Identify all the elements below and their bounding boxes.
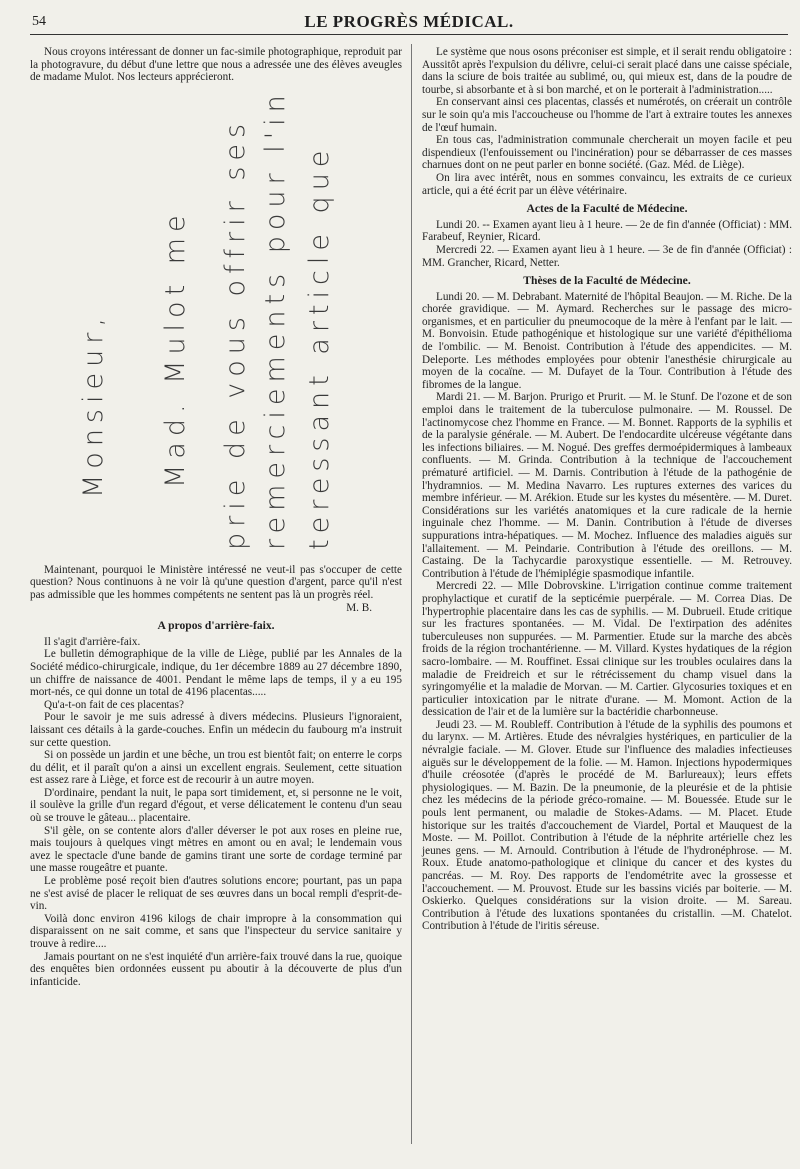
handwriting-line: remerciements pour l'in: [260, 89, 291, 550]
actes-entry: Mercredi 22. — Examen ayant lieu à 1 heure. — 3e de fin d'année (Officiat) : MM. Grancher, Ricard, Netter.: [422, 243, 792, 269]
handwriting-line: Monsieur,: [78, 311, 109, 498]
theses-day: Mercredi 22. — Mlle Dobrovskine. L'irrigation continue comme traitement prophylactique et curatif de la septicémie puerpérale. — M. Correa Dias. De l'hypertrophie placentaire dans les cas de syphilis. — M. Dubrueil. Etude critique sur les fractures spontanées. — M. Vidal. De l'extirpation des adénites tuberculeuses non suppurées. — M. Parmentier. Etude sur la marche des abcès froids de la région trochantérienne. — M. Villard. Kystes hydatiques de la région sacro-lombaire. — M. Rouffinet. Essai clinique sur les troubles oculaires dans la maladie de Freidreich et sur le rétrécissement du champ visuel dans la syringomyélie et la maladie de Morvan. — M. Cartier. Glycosuries toxiques et en particulier intoxication par le nitrate d'urane. — M. Momont. Action de la dessication de l'air et de la lumière sur la bactéridie charbonneuse.: [422, 580, 792, 719]
handwritten-facsimile: [30, 88, 402, 558]
right-column: [422, 46, 792, 933]
handwriting-line: Mad. Mulot me: [160, 209, 191, 488]
paragraph: En conservant ainsi ces placentas, classés et numérotés, on créerait un contrôle sur le soin qu'a mis l'accoucheuse ou l'homme de l'art à extraire toutes les annexes de l'œuf humain.: [422, 96, 792, 134]
paragraph: Le problème posé reçoit bien d'autres solutions encore; pourtant, pas un papa ne s'est avisé de placer le reliquat de ses œuvres dans un bocal rempli d'esprit-de-vin.: [30, 875, 402, 913]
paragraph: En tous cas, l'administration communale chercherait un moyen facile et peu dispendieux (l'enfouissement ou l'incinération) pour se débarrasser de ces masses charnues dont on ne peut parler en bonne société. (Gaz. Méd. de Liège).: [422, 134, 792, 172]
signature: M. B.: [346, 601, 372, 614]
paragraph: D'ordinaire, pendant la nuit, le papa sort timidement, et, si personne ne le voit, il soulève la grille d'un regard d'égout, et verse délicatement le contenu d'un seau où se trouve le gâteau... placentaire.: [30, 786, 402, 825]
actes-title: Actes de la Faculté de Médecine.: [526, 202, 688, 216]
handwriting-line: teressant article que: [304, 144, 335, 550]
theses-day: Lundi 20. — M. Debrabant. Maternité de l'hôpital Beaujon. — M. Riche. De la chorée gravidique. — M. Aymard. Recherches sur le passage des micro-organismes, et en particulier du pneumocoque de la mère à l'enfant par le lait. — M. Bonvoisin. Etude pathogénique et histologique sur une variété d'épithélioma de l'ombilic. — M. Benoist. Contribution à l'étude des appendicites. — M. Deleporte. Les méthodes employées pour obtenir l'anesthésie chirurgicale au moyen de la cocaïne. — M. Dufayet de la Tour. Contribution à l'étude des fibromes de la langue.: [422, 290, 792, 391]
facsimile-intro: Nous croyons intéressant de donner un fac-simile photographique, reproduit par la photogravure, du début d'une lettre que nous a adressée une des élèves aveugles de madame Mulot. Nos lecteurs apprécieront.: [30, 46, 402, 84]
journal-title: LE PROGRÈS MÉDICAL.: [304, 12, 514, 31]
page-header: [30, 8, 788, 35]
left-column: [30, 46, 402, 988]
paragraph: Jamais pourtant on ne s'est inquiété d'un arrière-faix trouvé dans la rue, quoique des enquêtes bien ordonnées eussent pu aboutir à la découverte de plus d'un infanticide.: [30, 950, 402, 988]
actes-entry: Lundi 20. -- Examen ayant lieu à 1 heure. — 2e de fin d'année (Officiat) : MM. Farabeuf, Reynier, Ricard.: [422, 218, 792, 244]
after-facsimile-paragraph: Maintenant, pourquoi le Ministère intéressé ne veut-il pas s'occuper de cette question? Nous continuons à ne voir là qu'une question d'argent, parce qu'il n'est pas admissible que les hommes compétents ne sentent pas là un progrès réel.: [30, 563, 402, 601]
paragraph: Qu'a-t-on fait de ces placentas?: [44, 698, 184, 711]
paragraph: S'il gèle, on se contente alors d'aller déverser le pot aux roses en pleine rue, mais toujours à quelques vingt mètres en amont ou en aval; le lendemain vous avez le spectacle d'une bande de gamins tirant une sorte de cordage terminé par une masse rougeâtre et puante.: [30, 824, 402, 875]
handwriting-line: prie de vous offrir ses: [220, 117, 251, 550]
paragraph: Il s'agit d'arrière-faix.: [44, 635, 141, 648]
paragraph: Pour le savoir je me suis adressé à divers médecins. Plusieurs l'ignoraient, laissant ces détails à la garde-couches. Enfin un médecin du faubourg m'a instruit sur cette question.: [30, 711, 402, 749]
paragraph: Voilà donc environ 4196 kilogs de chair impropre à la consommation qui disparaissent on ne sait comme, et sans que l'inspecteur du service sanitaire y trouve à redire....: [30, 912, 402, 950]
section-title: A propos d'arrière-faix.: [157, 619, 275, 633]
paragraph: Le système que nous osons préconiser est simple, et il serait rendu obligatoire : Aussitôt après l'expulsion du délivre, celui-ci serait placé dans une caisse spéciale, dans la sciure de bois traitée au sublimé, ou, qui mieux est, dans de la poudre de tourbe, si absorbante et à si bon marché, et on le porterait à l'administration.....: [422, 46, 792, 96]
paragraph: On lira avec intérêt, nous en sommes convaincu, les extraits de ce curieux article, qui a été écrit par un élève vétérinaire.: [422, 171, 792, 197]
theses-day: Jeudi 23. — M. Roubleff. Contribution à l'étude de la syphilis des poumons et du larynx. — M. Artières. Etude des névralgies hystériques, en particulier de la névralgie faciale. — M. Glover. Etude sur l'influence des maladies infectieuses aiguës sur le développement de la folie. — M. Hamon. Injections hypodermiques d'huile créosotée (d'après le procédé de M. Barlureaux); leurs effets physiologiques. — M. Bazin. De la pneumonie, de la pleurésie et de la phtisie chez les médecins de la période gréco-romaine. — M. Bouessée. Etude sur le pouls lent permanent, ou maladie de Stokes-Adams. — M. Placet. Etude historique sur les traités d'accouchement de Viardel, Portal et Mauquest de la Moste. — M. Poillot. Contribution à l'étude de la néphrite artérielle chez les jeunes gens. — M. Arnould. Contribution à l'étude de l'hydronéphrose. — M. Roux. Etude anatomo-pathologique et clinique du cancer et des kystes du pancréas. — M. Roy. Des rapports de l'endométrite avec la grossesse et l'accouchement. — M. Prouvost. Etude sur les bassins viciés par boiterie. — M. Oskierko. Quelques considérations sur la vision droite. — M. Sareau. Contribution à l'étude des luxations spontanées du cristallin. —M. Chatelot. Contribution à l'étude de l'iritis séreuse.: [422, 718, 792, 933]
paragraph: Le bulletin démographique de la ville de Liège, publié par les Annales de la Société médico-chirurgicale, indique, du 1er décembre 1889 au 27 décembre 1890, un chiffre de naissance de 4001. Pendant le même laps de temps, il y a eu 195 mort-nés, ce qui donne un total de 4196 placentas.....: [30, 648, 402, 699]
theses-title: Thèses de la Faculté de Médecine.: [523, 274, 691, 288]
paragraph: Si on possède un jardin et une bêche, un trou est bientôt fait; on enterre le corps du délit, et il paraît qu'on a ainsi un excellent engrais. Seulement, cette situation est assez rare à Liège, et force est de recourir à un autre moyen.: [30, 749, 402, 787]
theses-day: Mardi 21. — M. Barjon. Prurigo et Prurit. — M. le Stunf. De l'ozone et de son emploi dans le traitement de la tuberculose pulmonaire. — M. Roussel. De l'actinomycose chez l'homme en France. — M. Bonnet. Rapports de la syphilis et de la paralysie générale. — M. Aubert. De l'endocardite ulcéreuse végétante dans les infections biliaires. — M. Nogué. Des greffes dermoépidermiques à lambeaux confluents. — M. Grinda. Contribution à la technique de l'accouchement prématuré artificiel. — M. Darnis. Contribution à l'étude de la pathogénie de l'hydramnios. — M. Medina Navarro. Les ruptures externes des varices du membre inférieur. — M. Arékion. Etude sur les kystes du mésentère. — M. Duret. Considérations sur les variétés anatomiques et la cure radicale de la hernie inguinale chez l'homme. — M. Danin. Contribution à l'étude de diverses suppurations intra-hépatiques. — M. Mochez. Influence des maladies aiguës sur l'allaitement. — M. Peindarie. Contribution à l'étude des oreillons. — M. Castaing. De la Tachycardie paroxystique essentielle. — M. Retrouvey. Contribution à l'étude de l'hémiplégie spasmodique infantile.: [422, 391, 792, 580]
page-number: 54: [32, 14, 46, 29]
column-divider: [411, 44, 412, 1144]
